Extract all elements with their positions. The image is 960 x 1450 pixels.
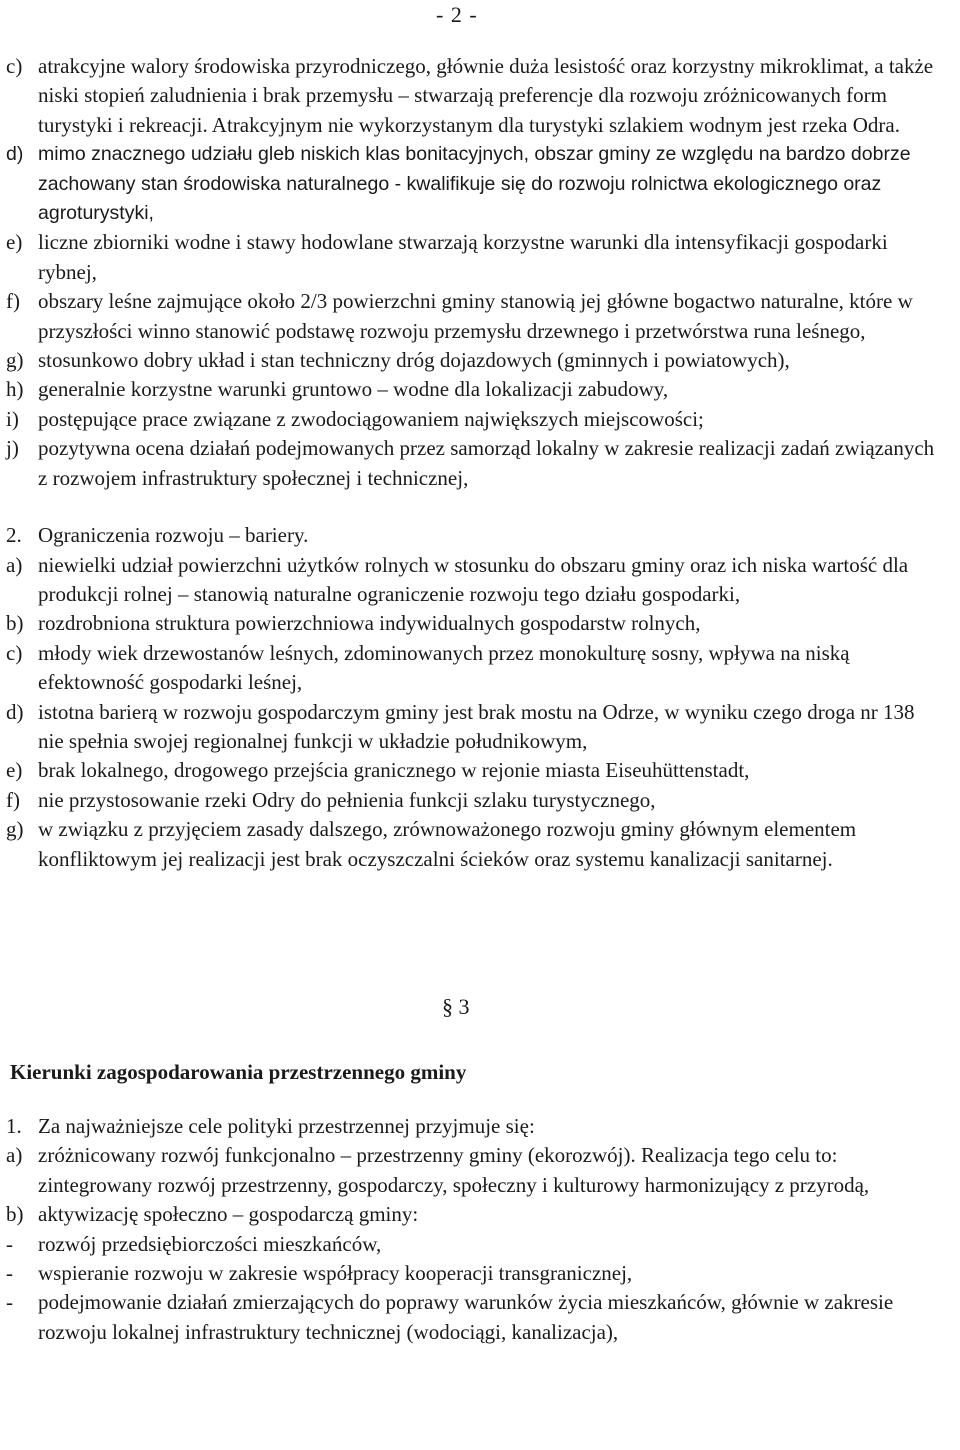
- list-marker: g): [6, 348, 24, 373]
- advantages-list: [0, 52, 940, 874]
- list-marker: a): [6, 552, 23, 577]
- section-number: 1.: [6, 1114, 22, 1138]
- list-marker: h): [6, 377, 24, 402]
- bullet-dash: -: [6, 1290, 13, 1315]
- chapter-heading: Kierunki zagospodarowania przestrzennego gminy: [10, 1060, 467, 1084]
- list-item: [0, 346, 940, 375]
- list-item-text: zróżnicowany rozwój funkcjonalno – przestrzenny gminy (ekorozwój). Realizacja tego celu to: zintegrowany rozwój przestrzenny, gospodarczy, społeczny i kulturowy harmonizujący z przyrodą,: [38, 1143, 870, 1197]
- list-item: [0, 52, 940, 140]
- list-item-text: stosunkowo dobry układ i stan techniczny dróg dojazdowych (gminnych i powiatowych),: [38, 348, 790, 373]
- bullet-dash: -: [6, 1231, 13, 1256]
- list-item: [0, 756, 940, 785]
- list-item-text: w związku z przyjęciem zasady dalszego, zrównoważonego rozwoju gminy głównym elementem konfliktowym jej realizacji jest brak oczyszczalni ścieków oraz systemu kanalizacji sanitarnej.: [38, 817, 857, 871]
- list-marker: b): [6, 611, 24, 636]
- list-marker: f): [6, 787, 20, 812]
- list-item: [0, 140, 940, 228]
- section-symbol: § 3: [442, 994, 470, 1019]
- goals-list: [0, 1112, 940, 1347]
- list-item-text: aktywizację społeczno – gospodarczą gminy:: [38, 1202, 419, 1227]
- list-item-text: młody wiek drzewostanów leśnych, zdominowanych przez monokulturę sosny, wpływa na niską efektowność gospodarki leśnej,: [38, 640, 850, 695]
- page-number: - 2 -: [436, 2, 478, 27]
- section-number: 2.: [6, 523, 22, 548]
- list-item-text: obszary leśne zajmujące około 2/3 powierzchni gminy stanowią jej główne bogactwo naturalne, które w przyszłości winno stanowić podstawę rozwoju przemysłu drzewnego i przetwórstwa runa leśnego,: [38, 289, 913, 343]
- list-item: [0, 551, 940, 610]
- list-item-text: pozytywna ocena działań podejmowanych przez samorząd lokalny w zakresie realizacji zadań związanych z rozwojem infrastruktury społecznej i technicznej,: [38, 436, 935, 490]
- list-marker: d): [6, 143, 24, 166]
- list-item: [0, 1200, 940, 1229]
- section-title: Za najważniejsze cele polityki przestrzennej przyjmuje się:: [38, 1114, 535, 1138]
- list-item-text: liczne zbiorniki wodne i stawy hodowlane stwarzają korzystne warunki dla intensyfikacji gospodarki rybnej,: [38, 230, 888, 284]
- list-item-text: podejmowanie działań zmierzających do poprawy warunków życia mieszkańców, głównie w zakresie rozwoju lokalnej infrastruktury technicznej (wodociągi, kanalizacja),: [38, 1290, 894, 1344]
- list-item-text: mimo znacznego udziału gleb niskich klas bonitacyjnych, obszar gminy ze względu na bardzo dobrze zachowany stan środowiska naturalnego - kwalifikuje się do rozwoju rolnictwa ekologicznego oraz agroturystyki,: [38, 143, 911, 225]
- list-item: [0, 639, 940, 698]
- list-marker: e): [6, 230, 23, 255]
- bullet-dash: -: [6, 1261, 13, 1286]
- spacer: [0, 493, 940, 521]
- list-item: [0, 698, 940, 757]
- list-item: [0, 228, 940, 287]
- list-item-text: generalnie korzystne warunki gruntowo – wodne dla lokalizacji zabudowy,: [38, 377, 669, 402]
- list-item-text: atrakcyjne walory środowiska przyrodniczego, głównie duża lesistość oraz korzystny mikroklimat, a także niski stopień zaludnienia i brak przemysłu – stwarzają preferencje dla rozwoju zróżnicowanych form turystyki i rekreacji. Atrakcyjnym nie wykorzystanym dla turystyki szlakiem wodnym jest rzeka Odra.: [38, 54, 934, 137]
- list-item: [0, 1259, 940, 1288]
- list-marker: b): [6, 1202, 24, 1227]
- list-marker: j): [6, 436, 19, 461]
- list-item: [0, 405, 940, 434]
- list-item-text: rozwój przedsiębiorczości mieszkańców,: [38, 1231, 382, 1256]
- list-item: [0, 786, 940, 815]
- list-marker: e): [6, 758, 23, 783]
- list-item-text: wspieranie rozwoju w zakresie współpracy kooperacji transgranicznej,: [38, 1261, 633, 1286]
- list-marker: c): [6, 640, 23, 665]
- list-item: [0, 1230, 940, 1259]
- list-marker: c): [6, 54, 23, 78]
- list-item: [0, 434, 940, 493]
- list-item-text: postępujące prace związane z zwodociągowaniem największych miejscowości;: [38, 406, 704, 431]
- section-title: Ograniczenia rozwoju – bariery.: [38, 523, 309, 548]
- list-item: [0, 815, 940, 874]
- list-item-text: rozdrobniona struktura powierzchniowa indywidualnych gospodarstw rolnych,: [38, 611, 701, 636]
- list-item: [0, 287, 940, 346]
- list-marker: d): [6, 699, 24, 724]
- list-item: [0, 1141, 940, 1200]
- list-item: [0, 1288, 940, 1347]
- list-item-text: istotna barierą w rozwoju gospodarczym gminy jest brak mostu na Odrze, w wyniku czego droga nr 138 nie spełnia swojej regionalnej funkcji w układzie południkowym,: [38, 699, 915, 753]
- list-item-text: brak lokalnego, drogowego przejścia granicznego w rejonie miasta Eiseuhüttenstadt,: [38, 758, 750, 783]
- section-2-title: [0, 521, 940, 550]
- list-item-text: nie przystosowanie rzeki Odry do pełnienia funkcji szlaku turystycznego,: [38, 787, 656, 812]
- list-marker: g): [6, 817, 24, 842]
- list-marker: a): [6, 1143, 23, 1168]
- list-item: [0, 609, 940, 638]
- list-item: [0, 375, 940, 404]
- section-1-title: [0, 1112, 940, 1141]
- list-marker: f): [6, 289, 20, 314]
- list-marker: i): [6, 406, 19, 431]
- list-item-text: niewielki udział powierzchni użytków rolnych w stosunku do obszaru gminy oraz ich niska wartość dla produkcji rolnej – stanowią naturalne ograniczenie rozwoju tego działu gospodarki,: [38, 552, 909, 606]
